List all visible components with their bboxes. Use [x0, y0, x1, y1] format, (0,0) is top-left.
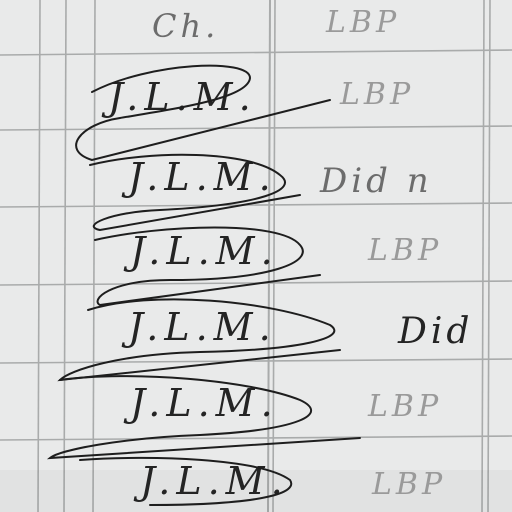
flourish-row-3 — [95, 228, 320, 306]
signature-row-6: J.L.M. — [140, 459, 289, 503]
flourish-row-5 — [50, 376, 360, 458]
signature-row-5: J.L.M. — [130, 381, 279, 425]
signature-row-3: J.L.M. — [130, 229, 279, 273]
signature-row-1: J.L.M. — [108, 75, 257, 119]
top-signature: Ch. — [152, 7, 220, 45]
flourish-row-6 — [80, 458, 291, 505]
ledger-mark-row-3: LBP — [368, 233, 443, 268]
signature-row-2: J.L.M. — [128, 155, 277, 199]
ledger-mark-row-4: Did — [398, 311, 474, 352]
top-ledger-mark: LBP — [326, 5, 401, 40]
flourish-row-2 — [90, 155, 300, 230]
flourish-row-4 — [60, 299, 340, 380]
ledger-mark-row-1: LBP — [340, 77, 415, 112]
signature-row-4: J.L.M. — [128, 305, 277, 349]
ledger-mark-row-2: Did n — [320, 161, 433, 201]
ledger-mark-row-5: LBP — [368, 389, 443, 424]
ledger-mark-row-6: LBP — [372, 467, 447, 502]
flourish-row-1 — [76, 66, 330, 160]
